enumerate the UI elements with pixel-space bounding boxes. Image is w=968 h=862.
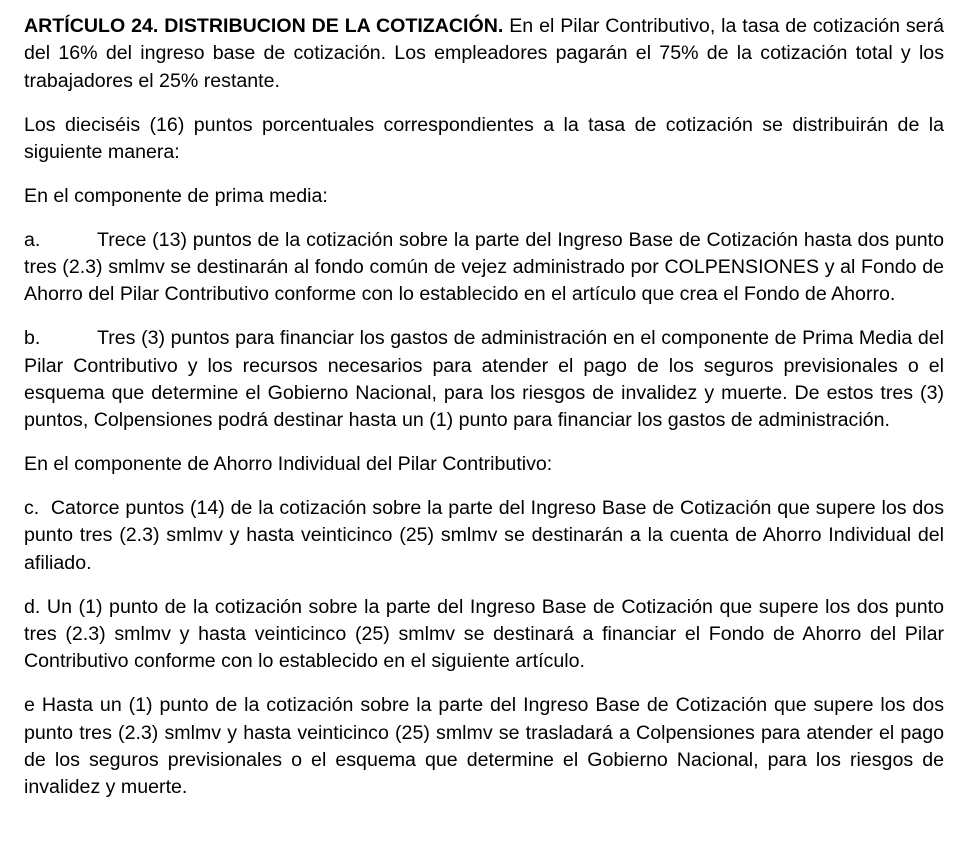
list-item-a [24,227,944,309]
list-text-b: Tres (3) puntos para financiar los gastos de administración en el componente de Prima Media del Pilar Contributivo y los recursos necesarios para atender el pago de los seguros previsionales o el esquema que determine el Gobierno Nacional, para los riesgos de invalidez y muerte. De estos tres (3) puntos, Colpensiones podrá destinar hasta un (1) punto para financiar los gastos de administración. [24,327,944,432]
list-marker-b: b. [24,327,41,350]
section-ahorro-individual: En el componente de Ahorro Individual del Pilar Contributivo: [24,453,553,476]
article-intro-paragraph [24,13,944,95]
list-text-c: Catorce puntos (14) de la cotización sobre la parte del Ingreso Base de Cotización que supere los dos punto tres (2.3) smlmv y hasta veinticinco (25) smlmv se destinarán a la cuenta de Ahorro Individual del afiliado. [24,497,944,574]
list-item-c [24,495,944,577]
list-item-e [24,692,944,802]
list-marker-c: c. [24,497,40,520]
distribution-paragraph: Los dieciséis (16) puntos porcentuales correspondientes a la tasa de cotización se distribuirán de la siguiente manera: [24,113,944,164]
list-marker-a: a. [24,228,41,251]
list-text-d: Un (1) punto de la cotización sobre la parte del Ingreso Base de Cotización que supere los dos punto tres (2.3) smlmv y hasta veinticinco (25) smlmv se destinará a financiar el Fondo de Ahorro del Pilar Contributivo conforme con lo establecido en el siguiente artículo. [24,595,944,673]
article-intro-text: En el Pilar Contributivo, la tasa de cotización será del 16% del ingreso base de cotización. Los empleadores pagarán el 75% de la cotización total y los trabajadores el 25% restante. [24,15,944,92]
list-text-a: Trece (13) puntos de la cotización sobre la parte del Ingreso Base de Cotización hasta dos punto tres (2.3) smlmv se destinarán al fondo común de vejez administrado por COLPENSIONES y al Fondo de Ahorro del Pilar Contributivo conforme con lo establecido en el artículo que crea el Fondo de Ahorro. [24,228,944,306]
list-marker-e: e [24,694,35,717]
list-marker-d: d. [24,595,41,618]
article-heading: ARTÍCULO 24. DISTRIBUCION DE LA COTIZACIÓN. [24,15,504,37]
list-item-b [24,325,944,435]
list-text-e: Hasta un (1) punto de la cotización sobre la parte del Ingreso Base de Cotización que supere los dos punto tres (2.3) smlmv y hasta veinticinco (25) smlmv se trasladará a Colpensiones para atender el pago de los seguros previsionales o el esquema que determine el Gobierno Nacional, para los riesgos de invalidez y muerte. [24,694,944,799]
section-prima-media: En el componente de prima media: [24,184,328,207]
list-item-d [24,594,944,676]
